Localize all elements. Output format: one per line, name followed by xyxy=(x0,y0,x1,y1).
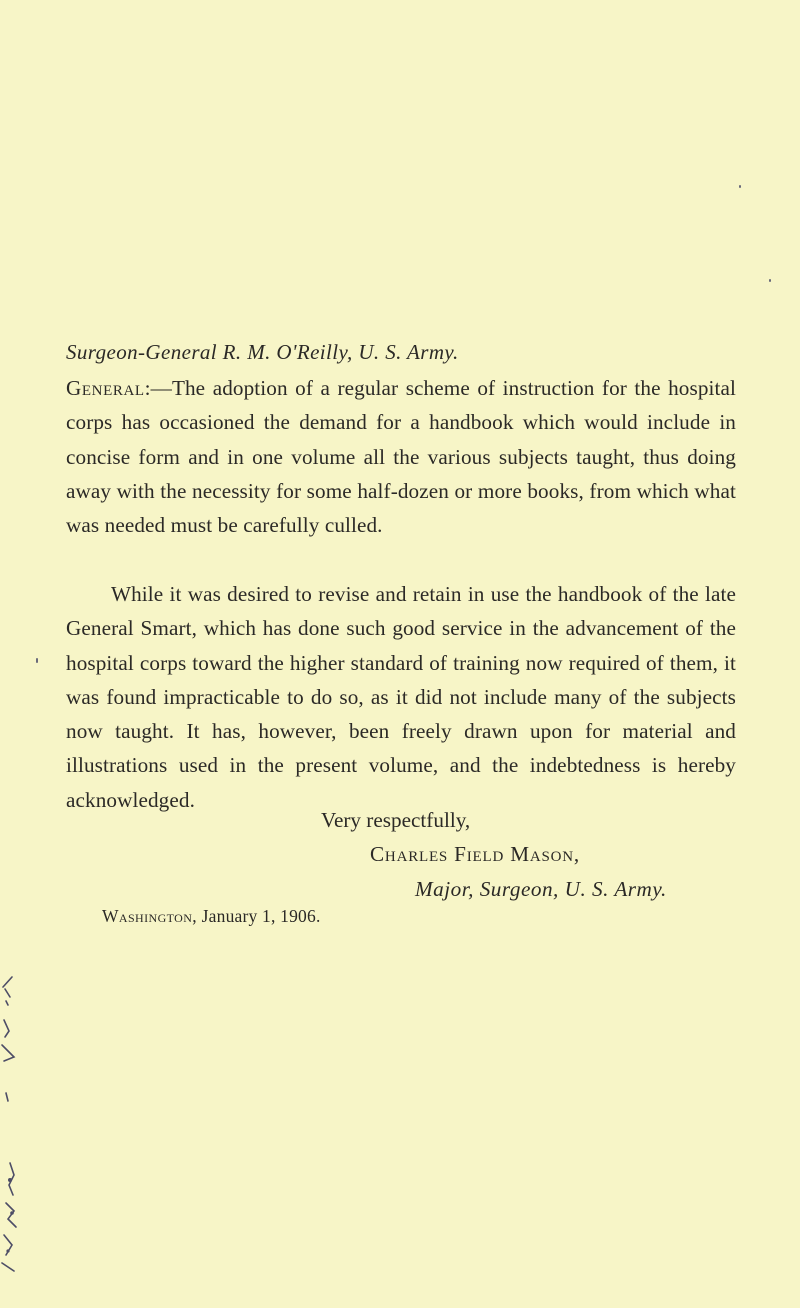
dateline xyxy=(102,906,321,927)
closing-line: Very respectfully, xyxy=(321,808,471,832)
dateline-date: January 1, 1906. xyxy=(201,906,321,926)
salutation: General xyxy=(66,376,145,400)
page-speck xyxy=(739,185,741,188)
dateline-place: Washington, xyxy=(102,906,198,926)
page-speck xyxy=(769,279,771,282)
signature-name: Charles Field Mason, xyxy=(370,842,580,866)
addressee-line: Surgeon-General R. M. O'Reilly, U. S. Army. xyxy=(66,340,459,364)
paragraph-2-text: While it was desired to revise and retain in use the handbook of the late General Smart, which has done such good service in the advancement of the hospital corps toward the higher standard of training now required of them, it was found impracticable to do so, as it did not include many of the subjects now taught. It has, however, been freely drawn upon for material and illustrations used in the present volume, and the indebtedness is hereby acknowledged. xyxy=(66,582,736,812)
paragraph-2 xyxy=(66,577,736,817)
paragraph-1 xyxy=(66,371,736,542)
page-speck xyxy=(36,658,38,663)
paragraph-1-text: :—The adoption of a regular scheme of instruction for the hospital corps has occasioned the demand for a handbook which would include in concise form and in one volume all the various subjects taught, thus doing away with the necessity for some half-dozen or more books, from which what was needed must be carefully culled. xyxy=(66,376,736,538)
margin-scribble xyxy=(0,975,32,1275)
signature-title: Major, Surgeon, U. S. Army. xyxy=(415,877,667,901)
